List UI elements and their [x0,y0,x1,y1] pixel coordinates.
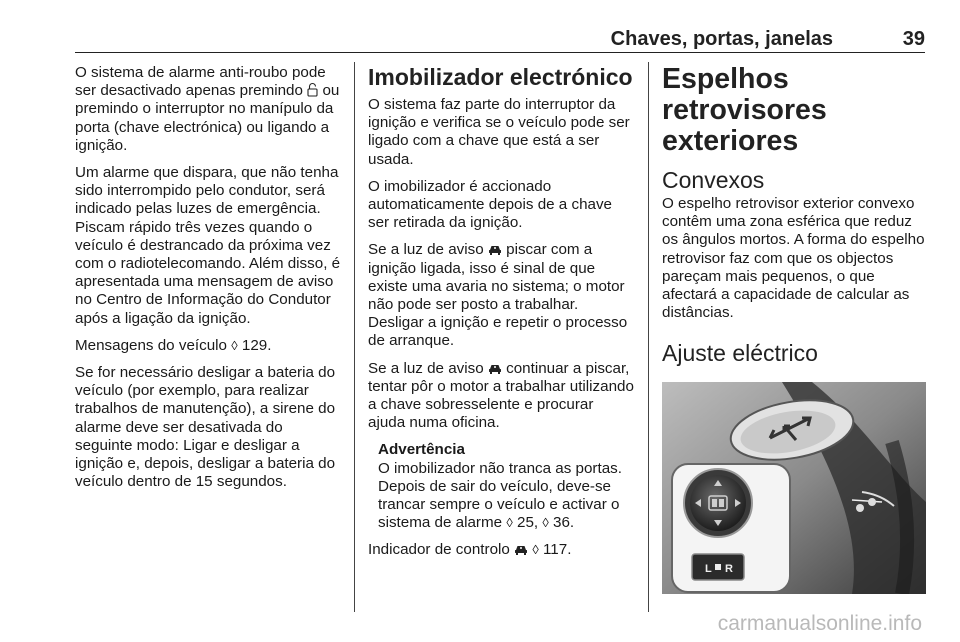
subheading-electric-adjust: Ajuste eléctrico [662,340,818,367]
subheading-convex: Convexos [662,167,765,193]
column-divider [648,62,649,612]
warning-box [378,441,634,532]
watermark: carmanualsonline.info [717,612,922,635]
paragraph-convex-mirror: O espelho retrovisor exterior convexo contêm uma zona esférica que reduz os ângulos mortos. A forma do espelho retrovisor faz com que os objectos pareçam mais pequenos, o que afectará a capacidade de calcular as distâncias. [662,195,925,322]
page-reference-icon: ◊ [542,515,549,531]
paragraph-immobiliser-4: Se a luz de aviso continuar a piscar, tentar pôr o motor a trabalhar utilizando a chave sobresselente e procurar ajuda numa oficina. [368,359,634,432]
paragraph-immobiliser-3: Se a luz de aviso piscar com a ignição ligada, isso é sinal de que existe uma avaria no sistema; o motor não pode ser posto a trabalhar. Desligar a ignição e repetir o processo de arranque. [368,241,628,350]
paragraph-vehicle-messages: Mensagens do veículo ◊ 129. [75,336,272,354]
car-key-warning-icon [514,543,528,555]
column-right [662,64,926,594]
column-divider [354,62,355,612]
heading-immobiliser: Imobilizador electrónico [368,64,633,90]
page-reference-icon: ◊ [506,515,513,531]
paragraph-battery: Se for necessário desligar a bateria do veículo (por exemplo, para realizar trabalhos de manutenção), a sirene do alarme deve ser desativada do seguinte modo: Ligar e desligar a ignição e, depois, desligar a bateria do veículo dentro de 15 segundos. [75,364,336,491]
car-key-warning-icon [488,362,502,374]
page-reference-icon: ◊ [532,542,539,558]
heading-exterior-mirrors: Espelhos retrovisores exteriores [662,63,827,157]
page-number: 39 [902,28,925,50]
switch-label-right: R [725,563,733,576]
paragraph-alarm-triggered: Um alarme que dispara, que não tenha sido interrompido pelo condutor, será indicado pelas luzes de emergência. Piscam rápido três vezes quando o veículo é destrancado da próxima vez com o radiotelecomando. Além disso, é apresentada uma mensagem de aviso no Centro de Informação do Condutor após a ligação da ignição. [75,164,341,327]
page-reference-icon: ◊ [231,337,238,353]
warning-title: Advertência [378,441,465,459]
page-reference-link[interactable]: 25, [517,514,539,532]
unlock-icon [307,82,318,97]
page-reference-link[interactable]: 129. [241,336,272,354]
mirror-adjust-illustration [662,382,926,594]
paragraph-immobiliser-1: O sistema faz parte do interruptor da ignição e verifica se o veículo pode ser ligado com a chave que está a ser usada. [368,96,630,168]
paragraph-alarm-deactivate: O sistema de alarme anti-roubo pode ser desactivado apenas premindo ou premindo o interruptor no manípulo da porta (chave electrónica) ou ligando a ignição. [75,64,340,154]
switch-label-left: L [705,563,712,576]
column-left [75,64,342,500]
car-key-warning-icon [488,243,502,255]
paragraph-immobiliser-2: O imobilizador é accionado automaticamente depois de a chave ser retirada da ignição. [368,177,613,232]
page-reference-link[interactable]: 36. [553,514,575,532]
paragraph-control-indicator: Indicador de controlo ◊ 117. [368,541,572,559]
warning-text: O imobilizador não tranca as portas. Depois de sair do veículo, deve-se trancar sempre o veículo e activar o sistema de alarme ◊ 25, ◊ 36. [378,459,622,532]
page-reference-link[interactable]: 117. [542,541,572,559]
section-title: Chaves, portas, janelas [610,28,833,50]
column-middle [368,64,634,569]
page-header [75,26,925,53]
